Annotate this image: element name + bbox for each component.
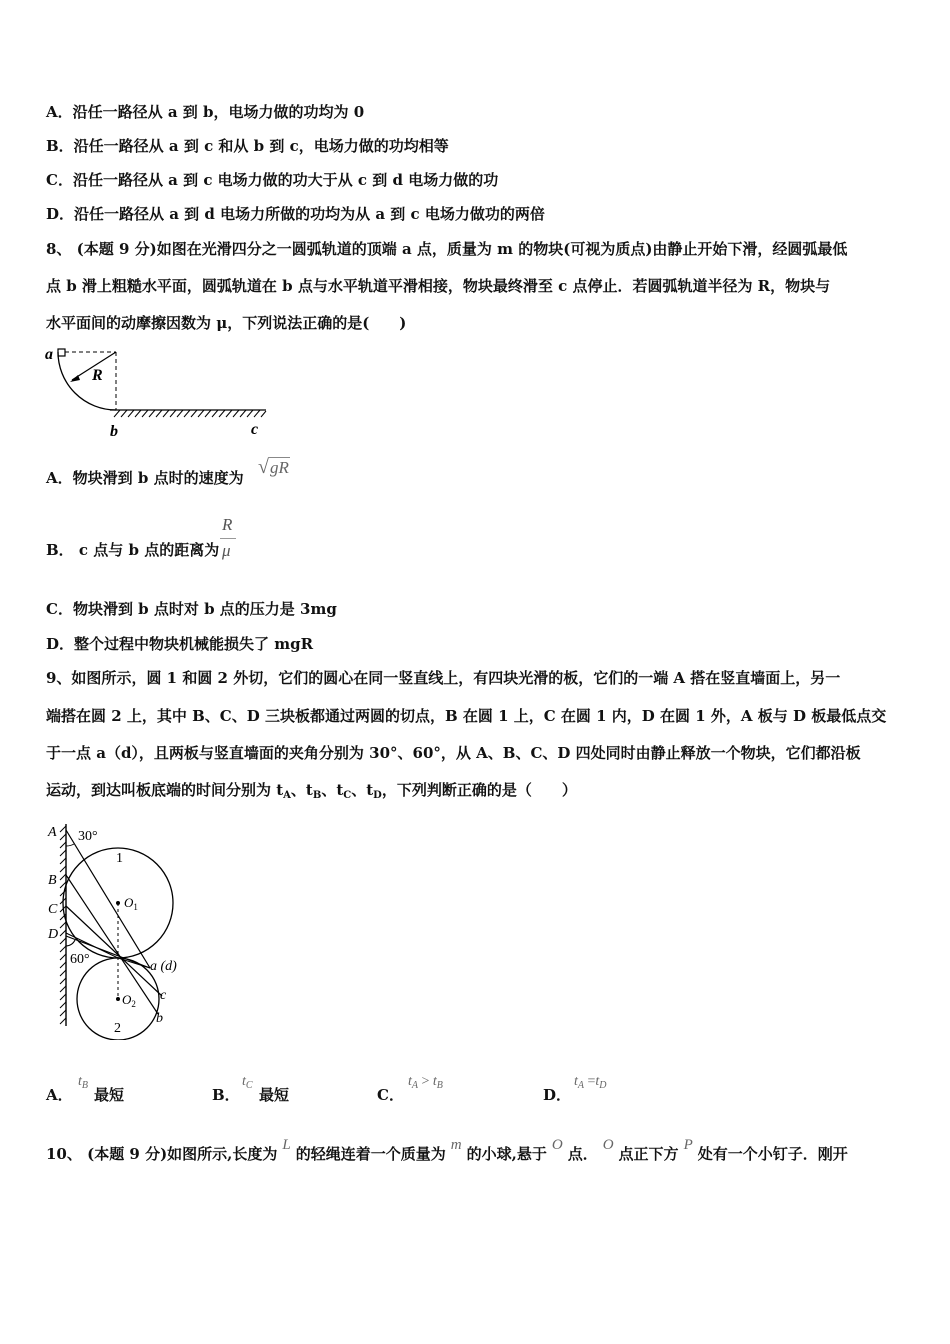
q7-option-d: D．沿任一路径从 a 到 d 电场力所做的功均为从 a 到 c 电场力做功的两倍 bbox=[46, 205, 545, 223]
q8-stem-line1: 8、 (本题 9 分)如图在光滑四分之一圆弧轨道的顶端 a 点，质量为 m 的物块(可视为质点)由静止开始下滑，经圆弧最低 bbox=[46, 240, 848, 258]
q9-label-b: b bbox=[156, 1011, 163, 1026]
q8-option-a-math: √gR bbox=[258, 456, 289, 478]
q9-stem-line4: 运动，到达叫板底端的时间分别为 $t_A$、$t_B$、$t_C$、$t_D$，下列判断正确的是（ ） bbox=[46, 781, 577, 801]
q9-board-b bbox=[66, 875, 158, 1014]
q9-option-d-label: D． bbox=[543, 1086, 572, 1104]
q9-label-30: 30° bbox=[78, 829, 98, 844]
q9-label-D: D bbox=[48, 927, 59, 942]
q9-sub-c: C bbox=[343, 790, 352, 801]
q8-option-a-radicand: gR bbox=[269, 458, 289, 477]
q9-option-d bbox=[543, 1085, 571, 1105]
q9-label-circle1: 1 bbox=[116, 851, 123, 866]
q9-label-B: B bbox=[48, 873, 57, 888]
q8-option-c: C．物块滑到 b 点时对 b 点的压力是 3mg bbox=[46, 600, 337, 618]
q9-stem-line4-start: 运动，到达叫板底端的时间分别为 t bbox=[46, 781, 284, 799]
q8-label-r: R bbox=[92, 367, 103, 384]
q9-option-a bbox=[46, 1085, 73, 1105]
q9-stem-line3: 于一点 a（d），且两板与竖直墙面的夹角分别为 30°、60°，从 A、B、C、D 四处同时由静止释放一个物块，它们都沿板 bbox=[46, 744, 861, 762]
q9-sub-d: D bbox=[373, 790, 382, 801]
q9-option-a-text: 最短 bbox=[94, 1086, 125, 1104]
q9-option-c-math: $t_A > t_B$ bbox=[408, 1074, 443, 1091]
q9-board-a bbox=[66, 830, 150, 968]
q9-option-b-math: $t_C$ bbox=[242, 1074, 253, 1091]
q9-stem-line1: 9、如图所示，圆 1 和圆 2 外切，它们的圆心在同一竖直线上，有四块光滑的板，它们的一端 A 搭在竖直墙面上，另一 bbox=[46, 669, 841, 687]
q8-option-b: B． c 点与 b 点的距离为 bbox=[46, 541, 220, 559]
q7-option-a: A．沿任一路径从 a 到 b，电场力做的功均为 0 bbox=[46, 103, 365, 121]
q8-stem-line2: 点 b 滑上粗糙水平面，圆弧轨道在 b 点与水平轨道平滑相接，物块最终滑至 c 点停止．若圆弧轨道半径为 R，物块与 bbox=[46, 277, 831, 295]
q8-option-d: D．整个过程中物块机械能损失了 mgR bbox=[46, 635, 314, 653]
q8-option-b-denominator: μ bbox=[222, 541, 231, 560]
q9-label-O1: $O_1$ bbox=[124, 895, 138, 912]
q9-option-c bbox=[377, 1085, 404, 1105]
q9-option-a-label: A． bbox=[46, 1086, 73, 1104]
q9-option-d-math: $t_A =t_D$ bbox=[574, 1074, 607, 1091]
q9-sub-a: A bbox=[283, 790, 291, 801]
q9-sub-b: B bbox=[312, 790, 322, 801]
q8-option-a-text: A．物块滑到 b 点时的速度为 bbox=[46, 469, 244, 487]
q9-label-C: C bbox=[48, 902, 58, 917]
q9-stem-line4-end: ，下列判断正确的是（ ） bbox=[381, 781, 577, 799]
q9-label-A: A bbox=[48, 825, 57, 840]
q9-label-ad: a (d) bbox=[150, 959, 177, 974]
q8-arc bbox=[58, 352, 116, 410]
q9-label-O2: $O_2$ bbox=[122, 992, 136, 1009]
q8-option-b-fraction-bar bbox=[220, 538, 236, 539]
q8-label-a: a bbox=[45, 346, 53, 363]
q9-option-b-text: 最短 bbox=[259, 1086, 290, 1104]
q10-stem-line1: 10、 (本题 9 分)如图所示,长度为 L 的轻绳连着一个质量为 m 的小球,悬于 O 点． O 点正下方 P 处有一个小钉子．刚开 bbox=[46, 1137, 848, 1163]
q9-option-c-label: C． bbox=[377, 1086, 404, 1104]
q9-label-circle2: 2 bbox=[114, 1021, 121, 1036]
q9-stem-line2: 端搭在圆 2 上，其中 B、C、D 三块板都通过两圆的切点，B 在圆 1 上，C 在圆 1 内，D 在圆 1 外，A 板与 D 板最低点交 bbox=[46, 707, 887, 725]
q9-option-b bbox=[212, 1085, 240, 1105]
q8-figure bbox=[44, 342, 276, 442]
q9-option-b-label: B． bbox=[212, 1086, 240, 1104]
q9-figure bbox=[44, 818, 194, 1040]
q9-option-a-math: $t_B$ bbox=[78, 1074, 88, 1091]
q8-option-a bbox=[46, 468, 244, 488]
q9-label-60: 60° bbox=[70, 952, 90, 967]
q7-option-b: B．沿任一路径从 a 到 c 和从 b 到 c，电场力做的功均相等 bbox=[46, 137, 449, 155]
q9-label-c: c bbox=[160, 988, 167, 1003]
q7-option-c: C．沿任一路径从 a 到 c 电场力做的功大于从 c 到 d 电场力做的功 bbox=[46, 171, 499, 189]
q8-label-b: b bbox=[110, 423, 118, 440]
q8-option-b-numerator: R bbox=[222, 515, 233, 534]
q8-stem-line3: 水平面间的动摩擦因数为 μ，下列说法正确的是( ) bbox=[46, 314, 407, 332]
q8-label-c: c bbox=[251, 421, 259, 438]
q8-block bbox=[58, 349, 65, 356]
